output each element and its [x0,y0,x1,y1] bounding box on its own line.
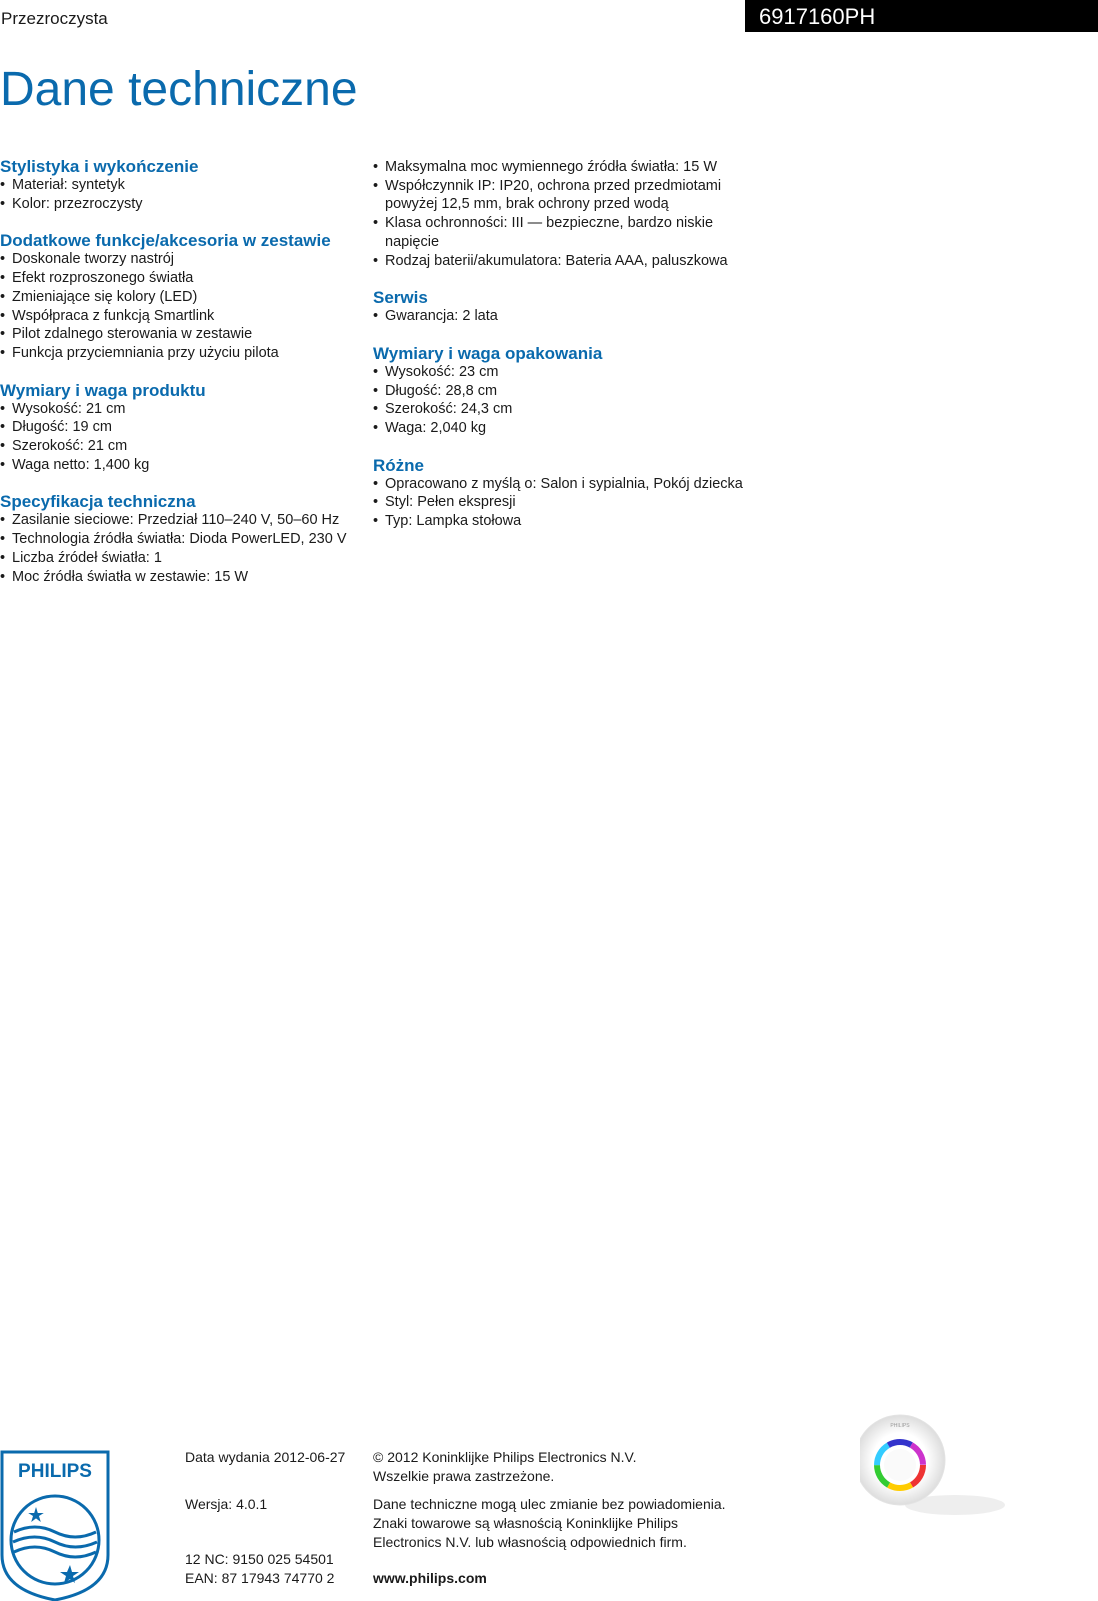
spec-item: • Opracowano z myślą o: Salon i sypialnia, Pokój dziecka [373,475,753,494]
product-code: 6917160PH [759,4,876,29]
version: Wersja: 4.0.1 [185,1496,268,1512]
spec-item: • Zasilanie sieciowe: Przedział 110–240 V, 50–60 Hz [0,511,360,530]
spec-item: • Funkcja przyciemniania przy użyciu pilota [0,344,360,363]
product-code-bar [745,0,1098,32]
spec-item: • Klasa ochronności: III — bezpieczne, bardzo niskie napięcie [373,214,753,251]
left-section [0,158,360,213]
spec-item: • Wysokość: 23 cm [373,363,753,382]
copyright: © 2012 Koninklijke Philips Electronics N.V. [373,1449,637,1465]
spec-item: • Zmieniające się kolory (LED) [0,288,360,307]
right-section [373,345,753,438]
spec-item: • Styl: Pełen ekspresji [373,493,753,512]
spec-list [373,307,753,326]
remote-brand-label: PHILIPS [890,1423,910,1429]
release-date: Data wydania 2012-06-27 [185,1449,346,1465]
spec-list [0,176,360,213]
section-heading: Dodatkowe funkcje/akcesoria w zestawie [0,231,331,251]
spec-item: • Współpraca z funkcją Smartlink [0,307,360,326]
spec-item: • Waga netto: 1,400 kg [0,456,360,475]
section-heading: Wymiary i waga produktu [0,380,206,400]
website-link[interactable]: www.philips.com [373,1570,487,1586]
page-title: Dane techniczne [0,63,358,116]
spec-item: • Moc źródła światła w zestawie: 15 W [0,568,360,587]
right-column [373,158,753,550]
spec-item: • Szerokość: 21 cm [0,437,360,456]
spec-item: • Szerokość: 24,3 cm [373,400,753,419]
spec-item: • Doskonale tworzy nastrój [0,250,360,269]
spec-item: • Pilot zdalnego sterowania w zestawie [0,325,360,344]
ean-number: EAN: 87 17943 74770 2 [185,1570,335,1586]
spec-item: • Wysokość: 21 cm [0,400,360,419]
section-heading: Wymiary i waga opakowania [373,343,603,363]
right-section [373,457,753,531]
section-heading: Specyfikacja techniczna [0,492,196,512]
section-heading: Stylistyka i wykończenie [0,157,199,176]
remote-control-image [860,1405,1010,1525]
nc-number: 12 NC: 9150 025 54501 [185,1551,334,1567]
spec-item: • Maksymalna moc wymiennego źródła światła: 15 W [373,158,753,177]
disclaimer-line-1: Dane techniczne mogą ulec zmianie bez powiadomienia. [373,1496,726,1512]
spec-list [0,511,360,586]
spec-item: • Gwarancja: 2 lata [373,307,753,326]
disclaimer-line-3: Electronics N.V. lub własnością odpowiednich firm. [373,1534,687,1550]
left-section [0,232,360,362]
left-column [0,158,360,605]
disclaimer-line-2: Znaki towarowe są własnością Koninklijke Philips [373,1515,679,1531]
left-section [0,382,360,475]
section-heading: Różne [373,455,424,475]
spec-item: • Długość: 28,8 cm [373,382,753,401]
spec-item: • Technologia źródła światła: Dioda PowerLED, 230 V [0,530,360,549]
spec-list [373,363,753,438]
rights: Wszelkie prawa zastrzeżone. [373,1468,555,1484]
spec-list [0,250,360,362]
spec-item: • Długość: 19 cm [0,418,360,437]
spec-list [373,475,753,531]
spec-item: • Efekt rozproszonego światła [0,269,360,288]
left-section [0,493,360,586]
logo-wordmark: PHILIPS [18,1461,92,1482]
spec-list [0,400,360,475]
variant-label: Przezroczysta [1,9,108,28]
spec-item: • Kolor: przezroczysty [0,195,360,214]
spec-item: • Materiał: syntetyk [0,176,360,195]
spec-item: • Typ: Lampka stołowa [373,512,753,531]
spec-item: • Rodzaj baterii/akumulatora: Bateria AAA, paluszkowa [373,252,753,271]
philips-shield-logo [0,1450,110,1601]
right-intro-section [373,158,753,270]
right-section [373,289,753,326]
spec-item: • Liczba źródeł światła: 1 [0,549,360,568]
spec-item: • Waga: 2,040 kg [373,419,753,438]
spec-item: • Współczynnik IP: IP20, ochrona przed przedmiotami powyżej 12,5 mm, brak ochrony przed wodą [373,177,753,214]
section-heading: Serwis [373,288,428,308]
